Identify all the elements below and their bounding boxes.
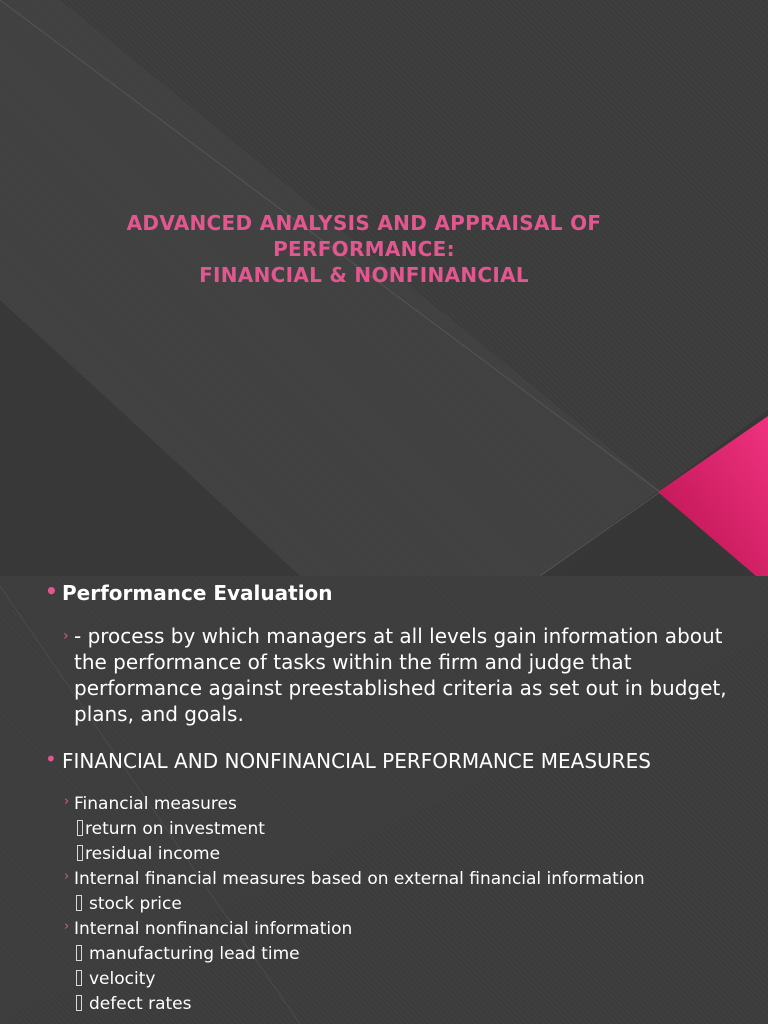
square-bullet-icon: [77, 845, 83, 861]
bullet-dot-icon: •: [45, 579, 58, 603]
subitem-manufacturing-lead-time: manufacturing lead time: [76, 944, 300, 964]
subitem-residual-income: residual income: [77, 844, 220, 864]
subitem-defect-rates: defect rates: [76, 994, 192, 1014]
list-item-internal-nonfinancial: › Internal nonfinancial information: [64, 919, 353, 939]
square-bullet-icon: [77, 820, 83, 836]
square-bullet-icon: [76, 970, 82, 986]
arrow-bullet-icon: ›: [64, 919, 70, 934]
bullet-measures-heading: [45, 747, 651, 773]
content-slide: [0, 576, 768, 1024]
bullet-label: Performance Evaluation: [62, 581, 333, 605]
definition-paragraph: [63, 623, 754, 727]
title-line-3: FINANCIAL & NONFINANCIAL: [199, 263, 529, 287]
subitem-stock-price: stock price: [76, 894, 182, 914]
arrow-bullet-icon: ›: [64, 794, 70, 809]
title-line-2: PERFORMANCE:: [273, 237, 455, 261]
subitem-return-on-investment: return on investment: [77, 819, 265, 839]
list-item-financial-measures: › Financial measures: [64, 794, 237, 814]
arrow-bullet-icon: ›: [64, 869, 70, 884]
square-bullet-icon: [76, 895, 82, 911]
square-bullet-icon: [76, 945, 82, 961]
slide-title: [100, 210, 628, 288]
definition-text: - process by which managers at all levels gain information about the performance of tasks within the firm and judge that performance against preestablished criteria as set out in budget, plans, and goals.: [74, 624, 727, 726]
list-item-internal-financial: › Internal financial measures based on external financial information: [64, 869, 645, 889]
arrow-bullet-icon: ›: [63, 628, 69, 644]
bullet-performance-evaluation: [45, 579, 333, 605]
subitem-velocity: velocity: [76, 969, 155, 989]
bullet-dot-icon: •: [45, 747, 57, 771]
title-line-1: ADVANCED ANALYSIS AND APPRAISAL OF: [126, 211, 602, 235]
bullet-label: FINANCIAL AND NONFINANCIAL PERFORMANCE MEASURES: [62, 749, 651, 773]
square-bullet-icon: [76, 995, 82, 1011]
